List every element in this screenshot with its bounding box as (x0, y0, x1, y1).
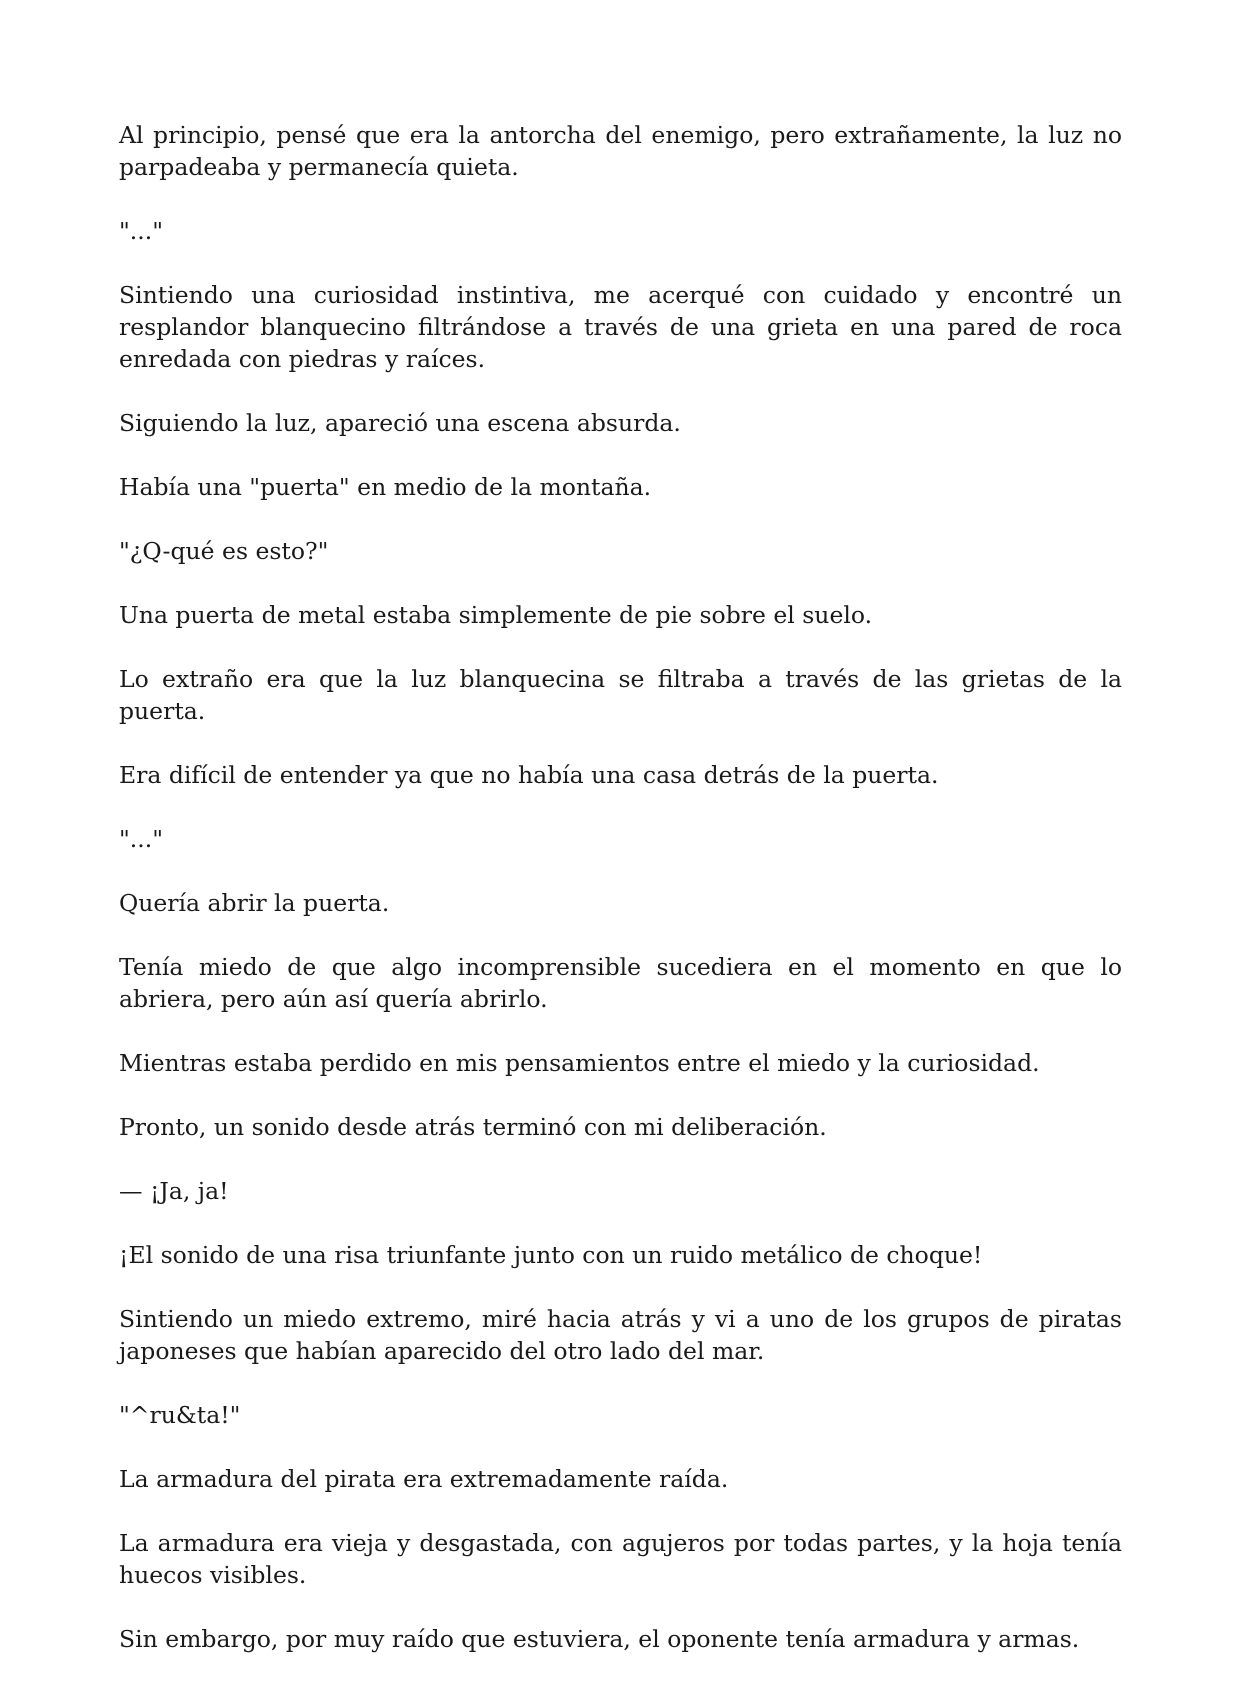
paragraph: Lo extraño era que la luz blanquecina se filtraba a través de las grietas de la puerta. (119, 665, 1122, 725)
paragraph: Sintiendo una curiosidad instintiva, me acerqué con cuidado y encontré un resplandor blanquecino filtrándose a través de una grieta en una pared de roca enredada con piedras y raíces. (119, 281, 1122, 373)
paragraph: La armadura era vieja y desgastada, con agujeros por todas partes, y la hoja tenía huecos visibles. (119, 1529, 1122, 1589)
document-page (119, 119, 1122, 1687)
paragraph: Sintiendo un miedo extremo, miré hacia atrás y vi a uno de los grupos de piratas japoneses que habían aparecido del otro lado del mar. (119, 1305, 1122, 1365)
paragraph: Mientras estaba perdido en mis pensamientos entre el miedo y la curiosidad. (119, 1049, 1040, 1077)
paragraph: Siguiendo la luz, apareció una escena absurda. (119, 409, 681, 437)
paragraph: Había una "puerta" en medio de la montaña. (119, 473, 652, 501)
paragraph: Una puerta de metal estaba simplemente de pie sobre el suelo. (119, 601, 873, 629)
paragraph: Quería abrir la puerta. (119, 889, 390, 917)
paragraph: Pronto, un sonido desde atrás terminó con mi deliberación. (119, 1113, 827, 1141)
paragraph: — ¡Ja, ja! (119, 1177, 229, 1205)
paragraph: Era difícil de entender ya que no había una casa detrás de la puerta. (119, 761, 939, 789)
paragraph: Sin embargo, por muy raído que estuviera, el oponente tenía armadura y armas. (119, 1625, 1080, 1653)
paragraph: "^ru&ta!" (119, 1401, 241, 1429)
paragraph: "¿Q-qué es esto?" (119, 537, 329, 565)
paragraph: ¡El sonido de una risa triunfante junto con un ruido metálico de choque! (119, 1241, 983, 1269)
paragraph: "..." (119, 825, 164, 853)
paragraph: La armadura del pirata era extremadamente raída. (119, 1465, 729, 1493)
paragraph: "..." (119, 217, 164, 245)
paragraph: Al principio, pensé que era la antorcha del enemigo, pero extrañamente, la luz no parpadeaba y permanecía quieta. (119, 121, 1122, 181)
paragraph: Tenía miedo de que algo incomprensible sucediera en el momento en que lo abriera, pero aún así quería abrirlo. (119, 953, 1122, 1013)
